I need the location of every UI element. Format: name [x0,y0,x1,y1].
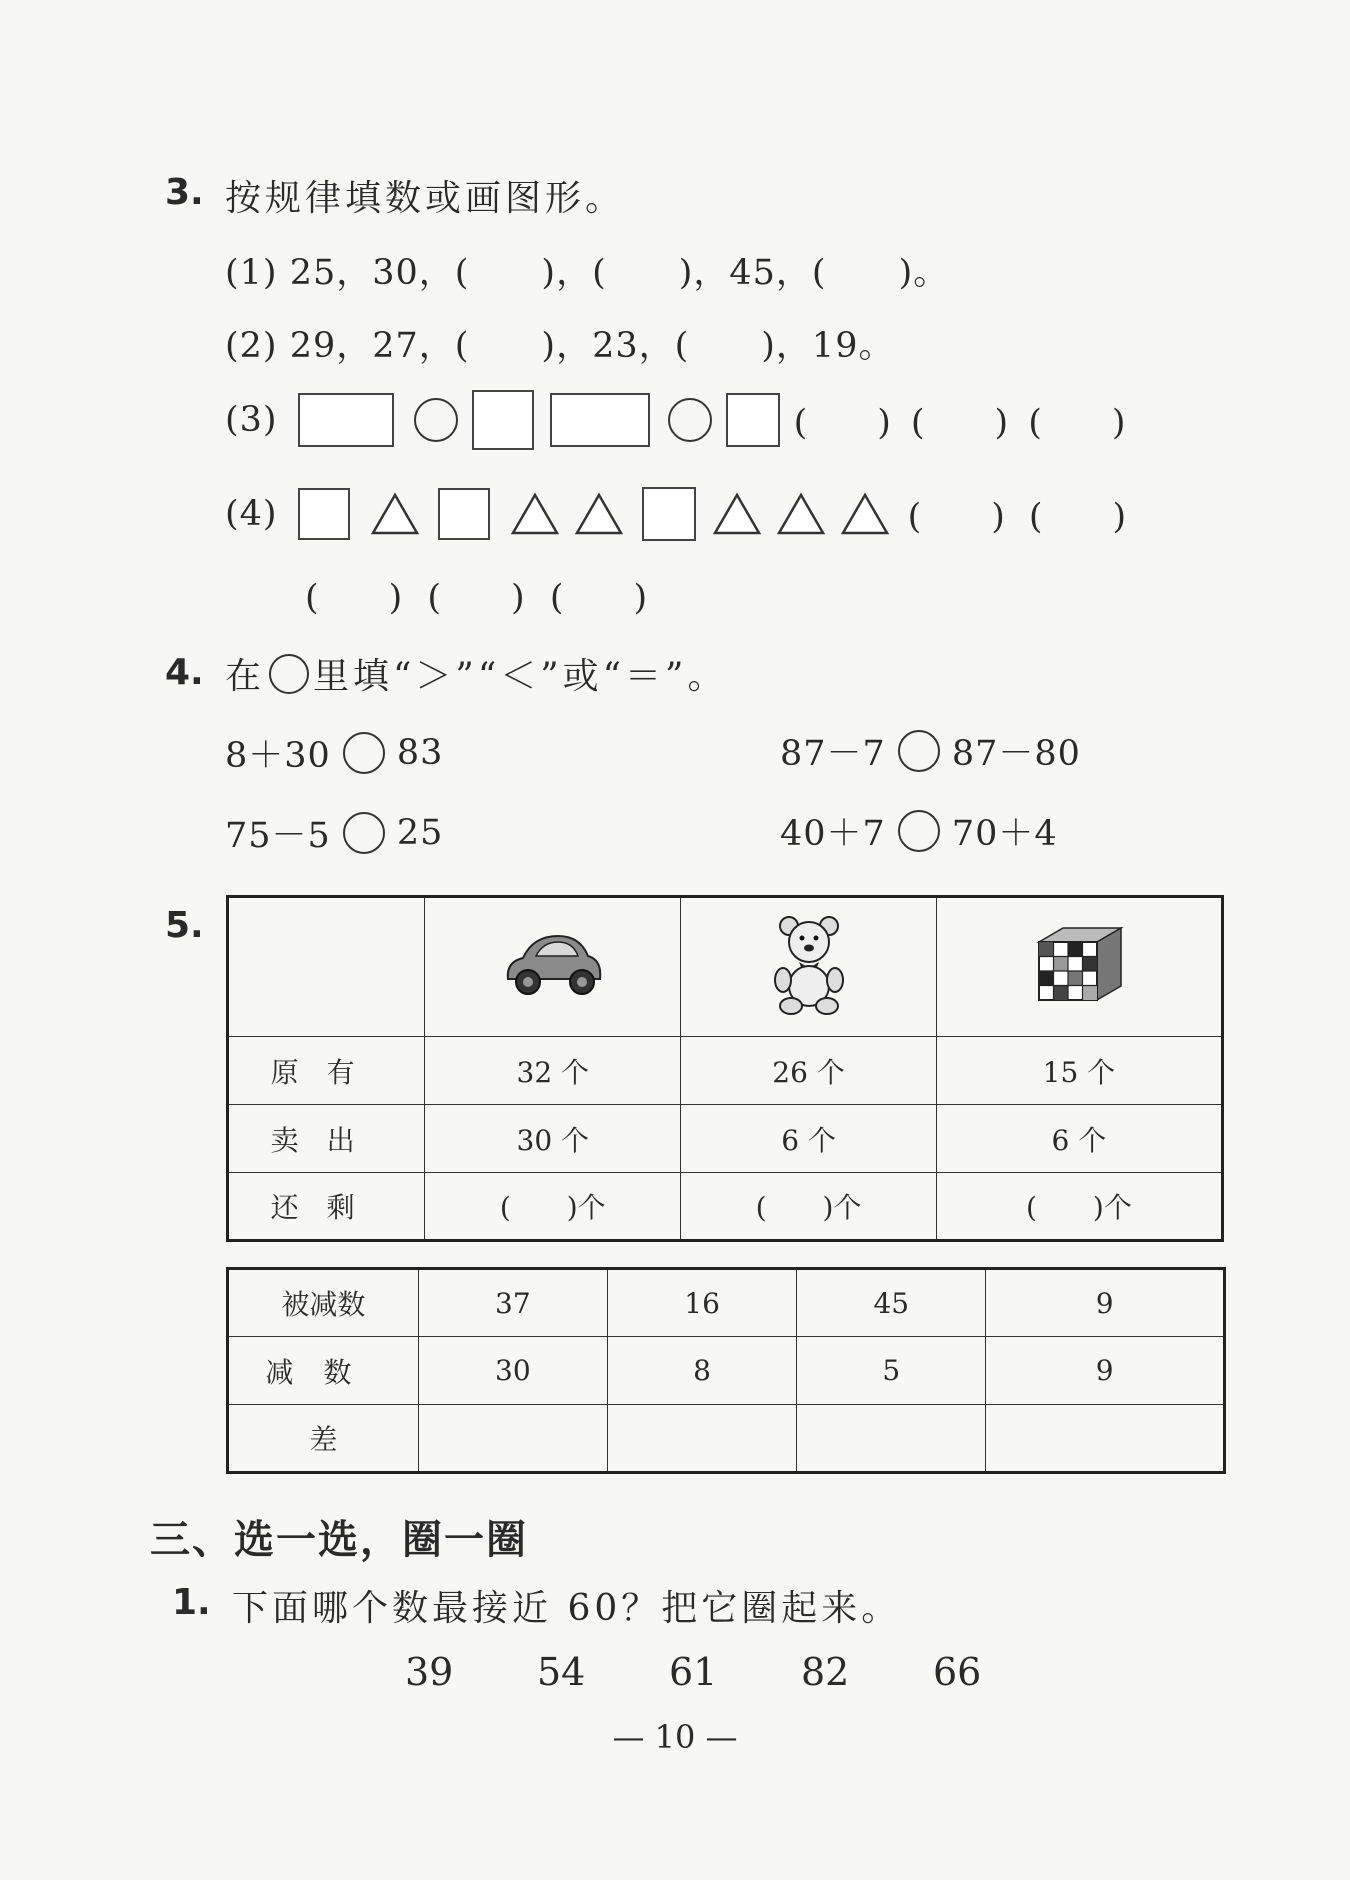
choice-number[interactable]: 66 [933,1650,982,1694]
table-cell: 9 [986,1337,1225,1405]
answer-blank[interactable]: ( ) [1028,403,1126,443]
triangle-shape [510,492,560,536]
compare-item [780,726,1081,776]
subtraction-table [226,1267,1226,1474]
answer-blank[interactable]: ( ) [907,497,1005,537]
triangle-shape [840,492,890,536]
toy-car-icon [498,924,608,1004]
triangle-shape [370,492,420,536]
table-cell: 15 个 [936,1037,1222,1105]
answer-blank[interactable]: ( ) [305,578,403,618]
compare-right: 25 [396,813,444,853]
compare-circle[interactable] [898,810,940,852]
triangle-shape [574,492,624,536]
q3-part4-label: (4) [225,494,278,534]
answer-cell[interactable] [986,1405,1225,1473]
q3-part3-label: (3) [225,400,278,440]
circle-icon [269,654,309,694]
q3-part4-continued [305,570,647,620]
rectangle-shape [298,393,394,447]
q3-title: 按规律填数或画图形。 [225,178,626,219]
compare-item [225,808,443,858]
compare-circle[interactable] [343,732,385,774]
compare-circle[interactable] [343,812,385,854]
answer-cell[interactable] [797,1405,986,1473]
row-label: 卖出 [228,1105,425,1173]
answer-cell[interactable]: ( )个 [425,1173,681,1241]
table-row [228,1269,1225,1337]
choice-number[interactable]: 54 [537,1650,586,1694]
table-cell: 6 个 [681,1105,937,1173]
table-cell: 32 个 [425,1037,681,1105]
q3-number: 3. [165,172,204,213]
table-cell: 45 [797,1269,986,1337]
s3-q1-text: 下面哪个数最接近 60？把它圈起来。 [232,1588,902,1629]
q4-title-b: 里填“＞”“＜”或“＝”。 [313,656,728,697]
square-shape [642,487,696,541]
compare-left: 8＋30 [225,736,331,776]
table-row [228,1173,1223,1241]
answer-blank[interactable]: ( ) [427,578,525,618]
table-cell: 16 [607,1269,796,1337]
circle-shape [414,398,458,442]
answer-blank[interactable]: ( ) [1028,497,1127,537]
answer-cell[interactable]: ( )个 [936,1173,1222,1241]
table-cell: 9 [986,1269,1225,1337]
answer-cell[interactable] [607,1405,796,1473]
choice-number[interactable]: 82 [801,1650,850,1694]
table-corner-cell [228,897,425,1037]
answer-blank[interactable]: ( ) [910,403,1009,443]
table-row [228,1037,1223,1105]
compare-right: 87－80 [951,734,1081,774]
choice-number[interactable]: 39 [405,1650,454,1694]
sales-table [226,895,1224,1242]
compare-right: 83 [396,733,444,773]
square-shape [472,390,534,450]
rubiks-cube-icon [1033,924,1125,1004]
table-cell: 30 [418,1337,607,1405]
row-label: 减数 [228,1337,419,1405]
q5-number: 5. [165,905,204,946]
row-label: 差 [228,1405,419,1473]
answer-cell[interactable] [418,1405,607,1473]
table-cell: 37 [418,1269,607,1337]
table-icon-cell [936,897,1222,1037]
answer-blank[interactable]: ( ) [793,403,891,443]
rectangle-shape [550,393,650,447]
row-label: 原有 [228,1037,425,1105]
number-choices [405,1650,1065,1694]
table-row [228,1337,1225,1405]
q3-part2: (2) 29，27，( )，23，( )，19。 [225,326,895,366]
compare-item [780,806,1058,856]
page-number: — 10 — [612,1718,738,1756]
table-icon-cell [681,897,937,1037]
compare-left: 75－5 [225,816,331,856]
q3-part1: (1) 25，30，( )，( )，45，( )。 [225,253,950,293]
s3-q1-number: 1. [172,1582,211,1623]
triangle-shape [712,492,762,536]
q3-part4 [225,485,1126,543]
table-icon-cell [425,897,681,1037]
q4-title [225,648,727,699]
q3-part3 [225,390,1126,450]
table-cell: 30 个 [425,1105,681,1173]
table-header-row [228,897,1223,1037]
table-cell: 5 [797,1337,986,1405]
triangle-shape [776,492,826,536]
table-cell: 26 个 [681,1037,937,1105]
compare-left: 40＋7 [780,814,886,854]
compare-item [225,728,443,778]
square-shape [726,393,780,447]
table-cell: 6 个 [936,1105,1222,1173]
table-row [228,1105,1223,1173]
q4-title-a: 在 [225,656,266,697]
teddy-bear-icon [769,912,849,1016]
square-shape [298,488,350,540]
section-title: 三、选一选，圈一圈 [150,1517,528,1563]
table-cell: 8 [607,1337,796,1405]
row-label: 还剩 [228,1173,425,1241]
compare-right: 70＋4 [951,814,1058,854]
square-shape [438,488,490,540]
table-row [228,1405,1225,1473]
circle-shape [668,398,712,442]
compare-left: 87－7 [780,734,886,774]
row-label: 被减数 [228,1269,419,1337]
compare-circle[interactable] [898,730,940,772]
choice-number[interactable]: 61 [669,1650,718,1694]
answer-cell[interactable]: ( )个 [681,1173,937,1241]
answer-blank[interactable]: ( ) [549,578,648,618]
q4-number: 4. [165,652,204,693]
